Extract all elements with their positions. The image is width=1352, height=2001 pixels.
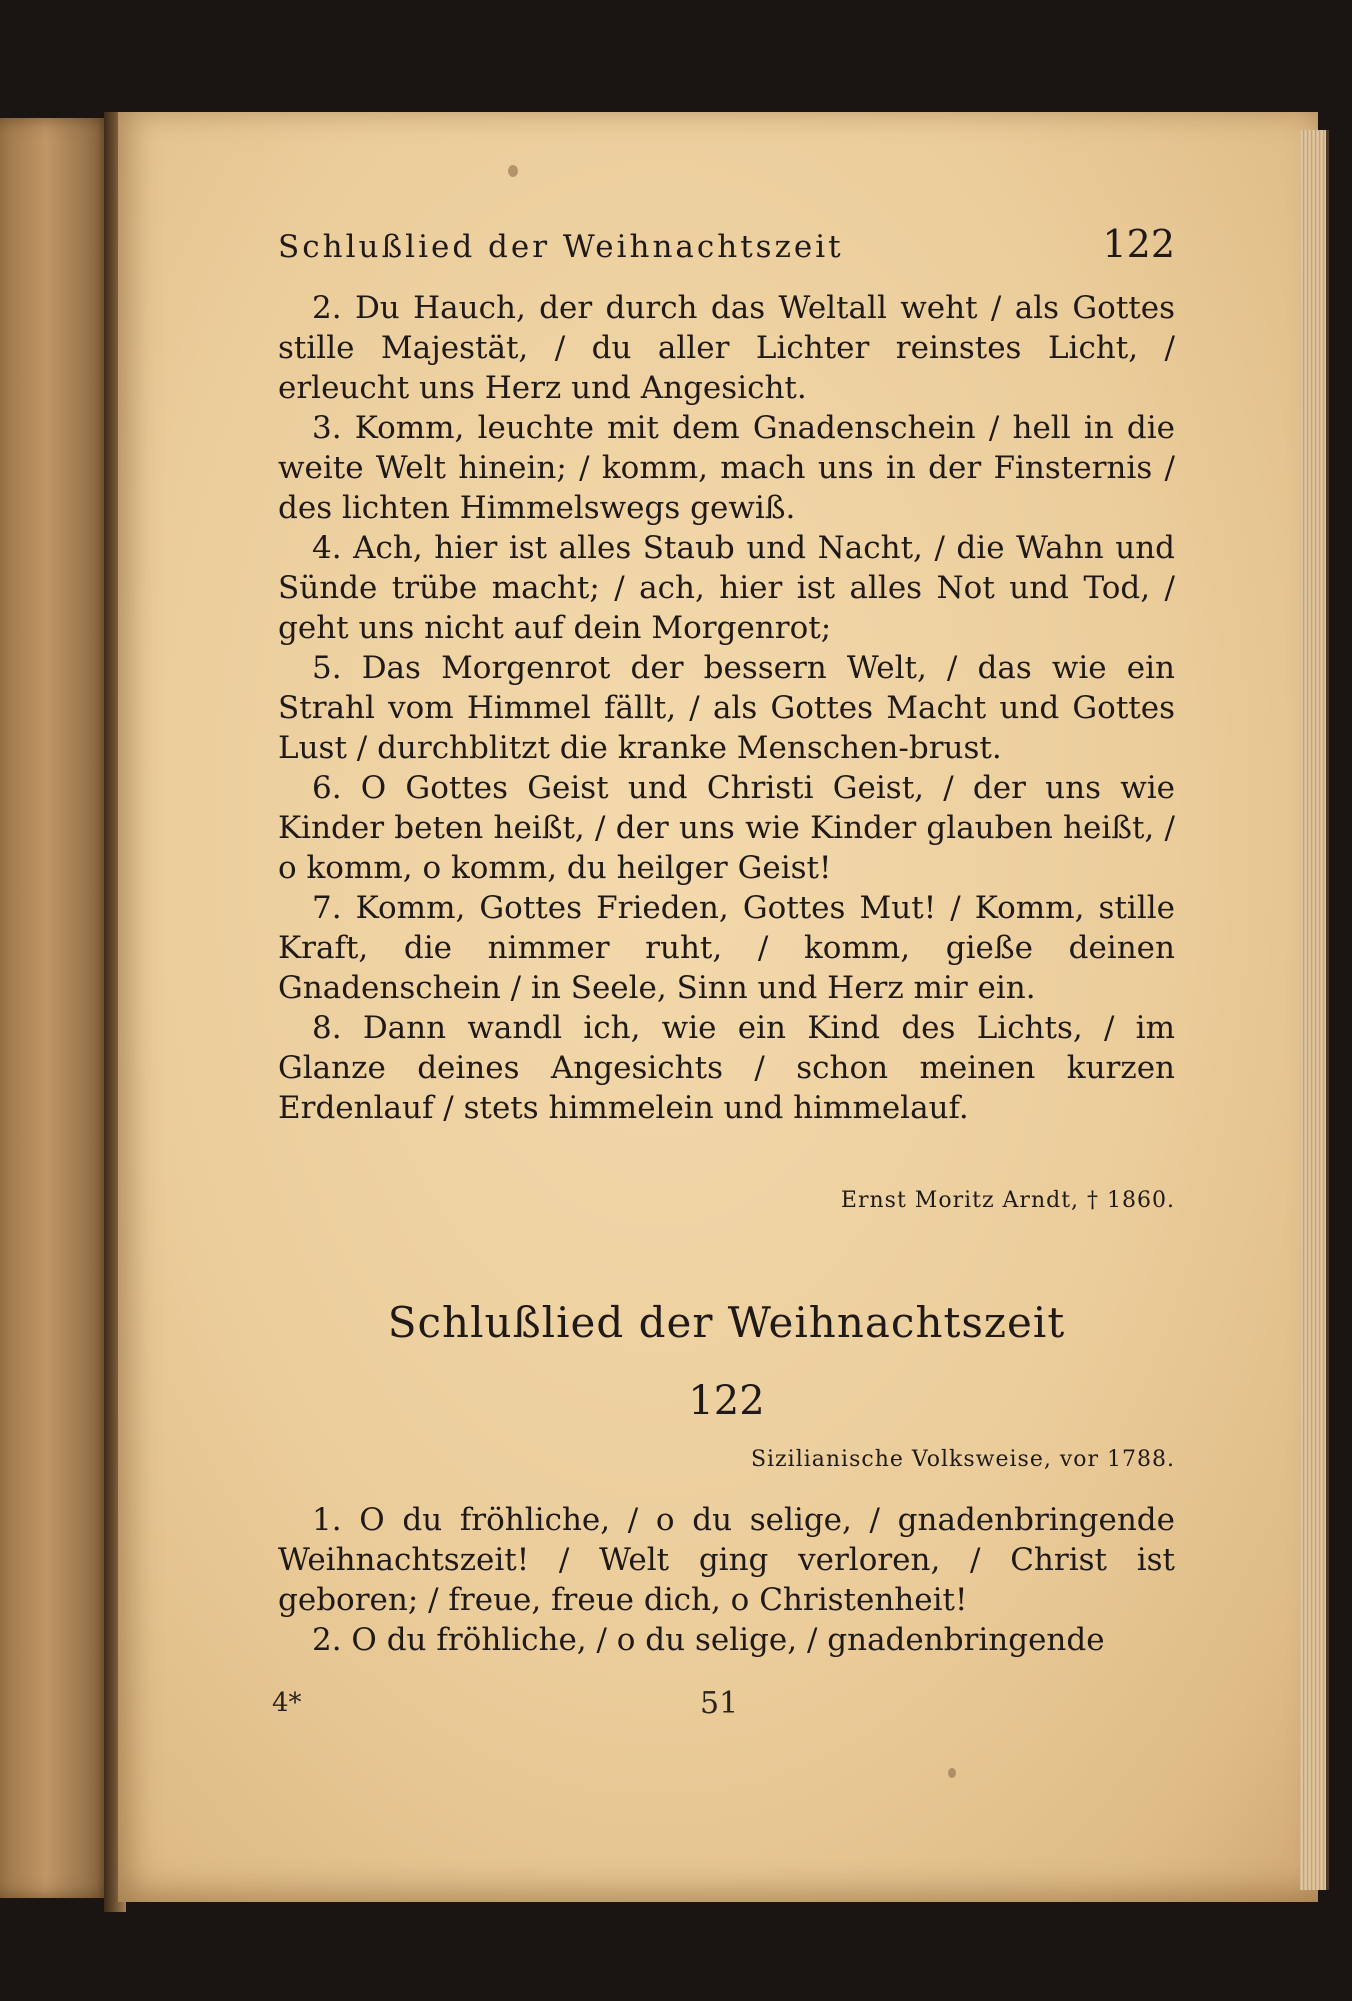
stanza: 7. Komm, Gottes Frieden, Gottes Mut! / Komm, stille Kraft, die nimmer ruht, / komm, gieße deinen Gnadenschein / in Seele, Sinn und Herz mir ein.	[278, 890, 1175, 1006]
previous-hymn-stanzas	[278, 288, 1175, 1128]
running-title: Schlußlied der Weihnachtszeit	[278, 229, 844, 265]
facing-page-edge	[0, 118, 115, 1898]
paper-speck	[508, 165, 518, 177]
folio-number: 51	[700, 1686, 739, 1721]
stanza: 1. O du fröhliche, / o du selige, / gnadenbringende Weihnachtszeit! / Welt ging verloren, / Christ ist geboren; / freue, freue dich, o Christenheit!	[278, 1502, 1175, 1618]
running-head	[278, 222, 1175, 266]
stanza: 8. Dann wandl ich, wie ein Kind des Lichts, / im Glanze deines Angesichts / schon meinen kurzen Erdenlauf / stets himmelein und himmelauf.	[278, 1010, 1175, 1126]
melody-credit: Sizilianische Volksweise, vor 1788.	[750, 1447, 1175, 1472]
stanza: 3. Komm, leuchte mit dem Gnadenschein / hell in die weite Welt hinein; / komm, mach uns in der Finsternis / des lichten Himmelswegs gewiß.	[278, 410, 1175, 526]
paper-speck	[948, 1768, 956, 1778]
author-credit: Ernst Moritz Arndt, † 1860.	[840, 1188, 1175, 1213]
printer-signature: 4*	[272, 1688, 302, 1718]
stanza: 2. O du fröhliche, / o du selige, / gnadenbringende	[312, 1622, 1105, 1658]
stanza: 6. O Gottes Geist und Christi Geist, / der uns wie Kinder beten heißt, / der uns wie Kinder glauben heißt, / o komm, o komm, du heilger Geist!	[278, 770, 1175, 886]
stanza: 4. Ach, hier ist alles Staub und Nacht, / die Wahn und Sünde trübe macht; / ach, hier ist alles Not und Tod, / geht uns nicht auf dein Morgenrot;	[278, 530, 1175, 646]
page-number: 122	[1102, 222, 1175, 266]
hymn-title: Schlußlied der Weihnachtszeit	[387, 1298, 1066, 1347]
stanza: 5. Das Morgenrot der bessern Welt, / das wie ein Strahl vom Himmel fällt, / als Gottes Macht und Gottes Lust / durchblitzt die kranke Menschen-brust.	[278, 650, 1175, 766]
next-hymn-stanzas	[278, 1500, 1175, 1660]
page-stack-edge	[1300, 130, 1329, 1890]
hymn-number: 122	[688, 1378, 765, 1424]
stanza: 2. Du Hauch, der durch das Weltall weht / als Gottes stille Majestät, / du aller Lichter reinstes Licht, / erleucht uns Herz und Angesicht.	[278, 290, 1175, 406]
